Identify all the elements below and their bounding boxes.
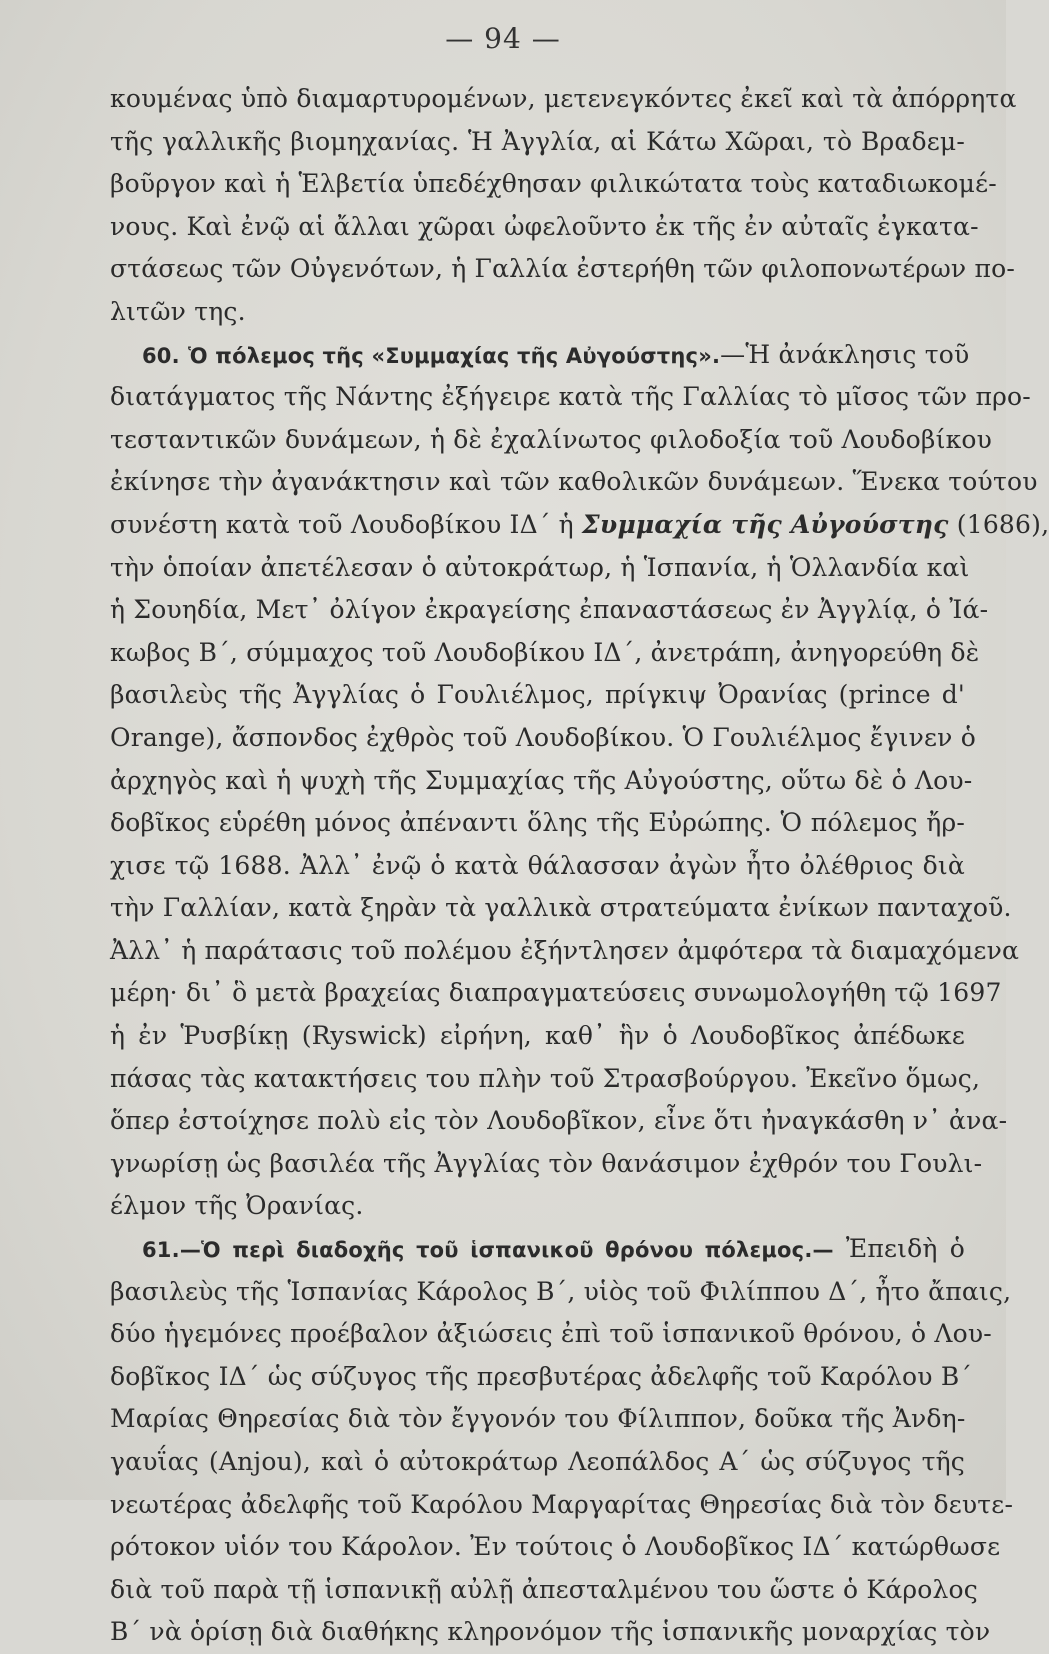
text-line: γαυΐας (Anjou), καὶ ὁ αὐτοκράτωρ Λεοπάλδος Α΄ ὡς σύζυγος τῆς (110, 1447, 965, 1476)
text-line: στάσεως τῶν Οὐγενότων, ἡ Γαλλία ἐστερήθη τῶν φιλοπονωτέρων πο- (110, 254, 1015, 284)
text-line: τὴν Γαλλίαν, κατὰ ξηρὰν τὰ γαλλικὰ στρατεύματα ἐνίκων πανταχοῦ. (110, 893, 1012, 923)
text-segment: συνέστη κατὰ τοῦ Λουδοβίκου ΙΔ΄ ἡ (110, 509, 583, 539)
text-line: ὅπερ ἐστοίχησε πολὺ εἰς τὸν Λουδοβῖκον, εἶνε ὅτι ἠναγκάσθη ν᾽ ἀνα- (110, 1106, 1008, 1136)
section-61-first-text: Ἐπειδὴ ὁ (833, 1234, 965, 1264)
text-line: δοβῖκος εὑρέθη μόνος ἀπέναντι ὅλης τῆς Εὐρώπης. Ὁ πόλεμος ἤρ- (110, 808, 965, 838)
text-line: βοῦργον καὶ ἡ Ἑλβετία ὑπεδέχθησαν φιλικώτατα τοὺς καταδιωκομέ- (110, 169, 997, 199)
body-text (110, 78, 1049, 1654)
text-line: πάσας τὰς κατακτήσεις του πλὴν τοῦ Στρασβούργου. Ἐκεῖνο ὅμως, (110, 1063, 981, 1093)
text-line: Ἀλλ᾽ ἡ παράτασις τοῦ πολέμου ἐξήντλησεν ἀμφότερα τὰ διαμαχόμενα (110, 935, 1020, 965)
text-line: διὰ τοῦ παρὰ τῇ ἱσπανικῇ αὐλῇ ἀπεσταλμένου του ὥστε ὁ Κάρολος (110, 1574, 978, 1604)
text-line: ἡ Σουηδία, Μετ᾽ ὀλίγον ἐκραγείσης ἐπαναστάσεως ἐν Ἀγγλίᾳ, ὁ Ἰά- (110, 595, 989, 625)
text-line: Β΄ νὰ ὁρίσῃ διὰ διαθήκης κληρονόμον τῆς ἱσπανικῆς μοναρχίας τὸν (110, 1617, 991, 1647)
section-60-first-line (110, 334, 970, 377)
section-60-number: 60. (142, 343, 180, 368)
text-line-with-emphasis (110, 504, 1049, 547)
text-line: ἡ ἐν Ῥυσβίκῃ (Ryswick) εἰρήνη, καθ᾽ ἣν ὁ Λουδοβῖκος ἀπέδωκε (110, 1021, 965, 1051)
section-60-first-text: —Ἡ ἀνάκλησις τοῦ (720, 339, 970, 369)
text-line: τεσταντικῶν δυνάμεων, ἡ δὲ ἐχαλίνωτος φιλοδοξία τοῦ Λουδοβίκου (110, 424, 993, 454)
text-line: τῆς γαλλικῆς βιομηχανίας. Ἡ Ἀγγλία, αἱ Κάτω Χῶραι, τὸ Βραδεμ- (110, 126, 965, 156)
text-line: κωβος Β΄, σύμμαχος τοῦ Λουδοβίκου ΙΔ΄, ἀνετράπη, ἀνηγορεύθη δὲ (110, 637, 980, 667)
text-line: χισε τῷ 1688. Ἀλλ᾽ ἐνῷ ὁ κατὰ θάλασσαν ἀγὼν ἦτο ὀλέθριος διὰ (110, 850, 965, 880)
section-60-heading: Ὁ πόλεμος τῆς «Συμμαχίας τῆς Αὐγούστης». (187, 343, 721, 368)
text-line: δοβῖκος ΙΔ΄ ὡς σύζυγος τῆς πρεσβυτέρας ἀδελφῆς τοῦ Καρόλου Β΄ (110, 1361, 973, 1391)
text-line: έλμον τῆς Ὀρανίας. (110, 1191, 364, 1221)
text-line: κουμένας ὑπὸ διαμαρτυρομένων, μετενεγκόντες ἐκεῖ καὶ τὰ ἀπόρρητα (110, 84, 1017, 113)
text-line: νους. Καὶ ἐνῷ αἱ ἄλλαι χῶραι ὠφελοῦντο ἐκ τῆς ἐν αὐταῖς ἐγκατα- (110, 211, 979, 241)
text-line: γνωρίσῃ ὡς βασιλέα τῆς Ἀγγλίας τὸν θανάσιμον ἐχθρόν του Γουλι- (110, 1148, 983, 1178)
section-61-number: 61. (142, 1238, 180, 1263)
text-line: διατάγματος τῆς Νάντης ἐξήγειρε κατὰ τῆς Γαλλίας τὸ μῖσος τῶν προ- (110, 382, 1031, 412)
text-line: ρότοκον υἱόν του Κάρολον. Ἐν τούτοις ὁ Λουδοβῖκος ΙΔ΄ κατώρθωσε (110, 1532, 1001, 1562)
text-line: Μαρίας Θηρεσίας διὰ τὸν ἔγγονόν του Φίλιππον, δοῦκα τῆς Ἀνδη- (110, 1404, 966, 1434)
text-line: ἀρχηγὸς καὶ ἡ ψυχὴ τῆς Συμμαχίας τῆς Αὐγούστης, οὕτω δὲ ὁ Λου- (110, 765, 973, 795)
section-61-first-line (110, 1228, 965, 1271)
text-line: ἐκίνησε τὴν ἀγανάκτησιν καὶ τῶν καθολικῶν δυνάμεων. Ἕνεκα τούτου (110, 467, 1038, 497)
text-line: δύο ἡγεμόνες προέβαλον ἀξιώσεις ἐπὶ τοῦ ἱσπανικοῦ θρόνου, ὁ Λου- (110, 1319, 992, 1349)
text-line: νεωτέρας ἀδελφῆς τοῦ Καρόλου Μαργαρίτας Θηρεσίας διὰ τὸν δευτε- (110, 1489, 1014, 1519)
text-segment: (1686), (948, 509, 1049, 539)
text-line: λιτῶν της. (110, 296, 246, 326)
text-line: Orange), ἄσπονδος ἐχθρὸς τοῦ Λουδοβίκου. Ὁ Γουλιέλμος ἔγινεν ὁ (110, 722, 976, 752)
emphasized-term: Συμμαχία τῆς Αὐγούστης (582, 509, 949, 539)
text-line: βασιλεὺς τῆς Ἀγγλίας ὁ Γουλιέλμος, πρίγκιψ Ὀρανίας (prince d' (110, 680, 965, 710)
page-number: — 94 — (445, 22, 561, 55)
text-line: μέρη· δι᾽ ὃ μετὰ βραχείας διαπραγματεύσεις συνωμολογήθη τῷ 1697 (110, 978, 1002, 1008)
section-61-heading: —Ὁ περὶ διαδοχῆς τοῦ ἱσπανικοῦ θρόνου πόλεμος.— (179, 1238, 834, 1263)
text-line: τὴν ὁποίαν ἀπετέλεσαν ὁ αὐτοκράτωρ, ἡ Ἱσπανία, ἡ Ὁλλανδία καὶ (110, 552, 970, 582)
text-line: βασιλεὺς τῆς Ἱσπανίας Κάρολος Β΄, υἱὸς τοῦ Φιλίππου Δ΄, ἦτο ἄπαις, (110, 1276, 1012, 1306)
